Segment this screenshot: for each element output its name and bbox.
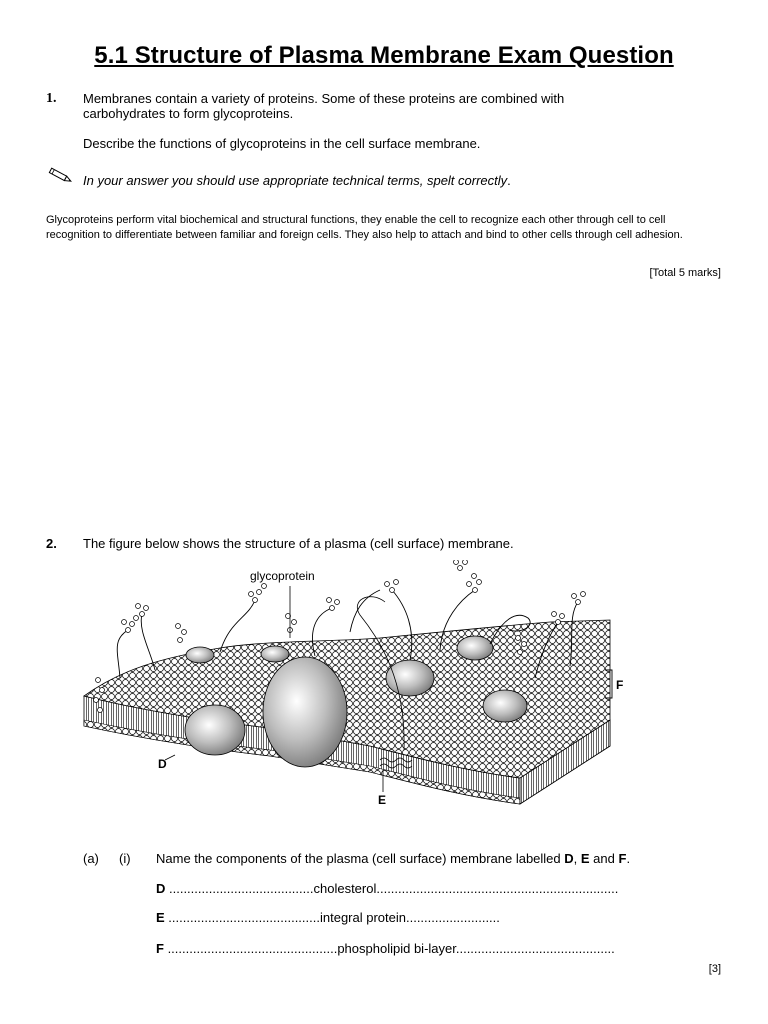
question-2-intro: The figure below shows the structure of a plasma (cell surface) membrane. xyxy=(83,536,514,551)
question-letter-e: E xyxy=(580,851,590,866)
answer-row-e xyxy=(156,910,500,925)
answer-text: cholesterol xyxy=(313,881,377,896)
question-1-answer xyxy=(46,213,736,243)
answer-dots: .......................... xyxy=(405,910,500,925)
question-1-marks: [Total 5 marks] xyxy=(649,267,721,279)
question-separator: and xyxy=(589,851,619,866)
answer-dots: ........................................ xyxy=(165,881,314,896)
question-1-number: 1. xyxy=(46,91,57,106)
instruction-text: In your answer you should use appropriate technical terms, spelt correctly xyxy=(83,173,508,188)
answer-line-2: recognition to differentiate between familiar and foreign cells. They also help to attach and bind to other cells through cell adhesion. xyxy=(46,229,683,241)
question-separator: , xyxy=(573,851,581,866)
page-title: 5.1 Structure of Plasma Membrane Exam Question xyxy=(94,42,674,69)
label-f: F xyxy=(616,678,624,692)
question-2-a-i-marks: [3] xyxy=(708,963,721,975)
answer-letter: F xyxy=(156,941,164,956)
question-1-intro: Membranes contain a variety of proteins. Some of these proteins are combined with carbohydrates to form glycoproteins. xyxy=(83,91,565,121)
instruction-period: . xyxy=(507,173,511,188)
answer-row-d xyxy=(156,881,618,896)
answer-text: phospholipid bi-layer xyxy=(337,941,456,956)
answer-dots: ............................................... xyxy=(163,941,338,956)
part-a-label: (a) xyxy=(83,851,99,866)
pencil-icon xyxy=(46,166,74,191)
answer-letter: D xyxy=(156,881,166,896)
part-i-label: (i) xyxy=(119,851,131,866)
label-d: D xyxy=(158,757,167,771)
question-letter-d: D xyxy=(564,851,574,866)
question-1-instruction xyxy=(83,173,511,188)
question-2-number: 2. xyxy=(46,536,57,551)
answer-text: integral protein xyxy=(319,910,406,925)
glycoprotein-label: glycoprotein xyxy=(250,569,315,583)
question-1-prompt: Describe the functions of glycoproteins in the cell surface membrane. xyxy=(83,136,481,151)
answer-dots: .......................................... xyxy=(164,910,320,925)
question-end: . xyxy=(626,851,631,866)
label-e: E xyxy=(378,793,387,807)
question-letter-f: F xyxy=(618,851,627,866)
answer-dots: ............................................ xyxy=(455,941,615,956)
answer-letter: E xyxy=(156,910,165,925)
plasma-membrane-figure xyxy=(80,560,640,810)
answer-line-1: Glycoproteins perform vital biochemical and structural functions, they enable the cell to recognize each other through cell to cell xyxy=(46,214,666,226)
question-text: Name the components of the plasma (cell surface) membrane labelled xyxy=(156,851,565,866)
answer-row-f xyxy=(156,941,615,956)
answer-dots: ................................................................... xyxy=(376,881,619,896)
part-a-i-question xyxy=(156,851,630,866)
